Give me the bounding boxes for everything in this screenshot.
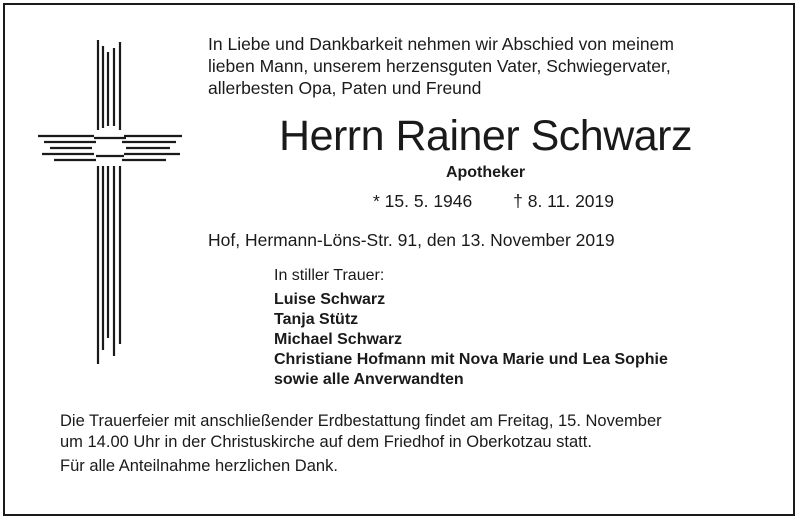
intro-line: allerbesten Opa, Paten und Freund [208,78,482,98]
mourner: Luise Schwarz [274,291,386,308]
deceased-name: Herrn Rainer Schwarz [279,112,692,160]
intro-line: lieben Mann, unserem herzensguten Vater, Schwiegervater, [208,56,671,76]
service-line: um 14.00 Uhr in der Christuskirche auf dem Friedhof in Oberkotzau statt. [60,432,592,451]
thanks-text: Für alle Anteilnahme herzlichen Dank. [60,457,338,475]
birth-date: * 15. 5. 1946 [373,191,473,211]
service-line: Die Trauerfeier mit anschließender Erdbestattung findet am Freitag, 15. November [60,412,662,430]
intro-line: In Liebe und Dankbarkeit nehmen wir Abschied von meinem [208,34,674,54]
mourning-label: In stiller Trauer: [274,267,385,284]
death-date: † 8. 11. 2019 [513,191,614,211]
mourner: Michael Schwarz [274,331,403,348]
intro-text [208,33,778,99]
profession: Apotheker [445,164,526,181]
place-date: Hof, Hermann-Löns-Str. 91, den 13. November 2019 [208,230,615,250]
mourners-block [274,266,668,390]
life-dates [373,190,614,212]
mourner: Tanja Stütz [274,311,359,328]
cross-icon [36,38,186,368]
mourner: Christiane Hofmann mit Nova Marie und Lea Sophie [274,351,668,368]
mourner: sowie alle Anverwandten [274,371,464,388]
service-info [60,411,780,452]
